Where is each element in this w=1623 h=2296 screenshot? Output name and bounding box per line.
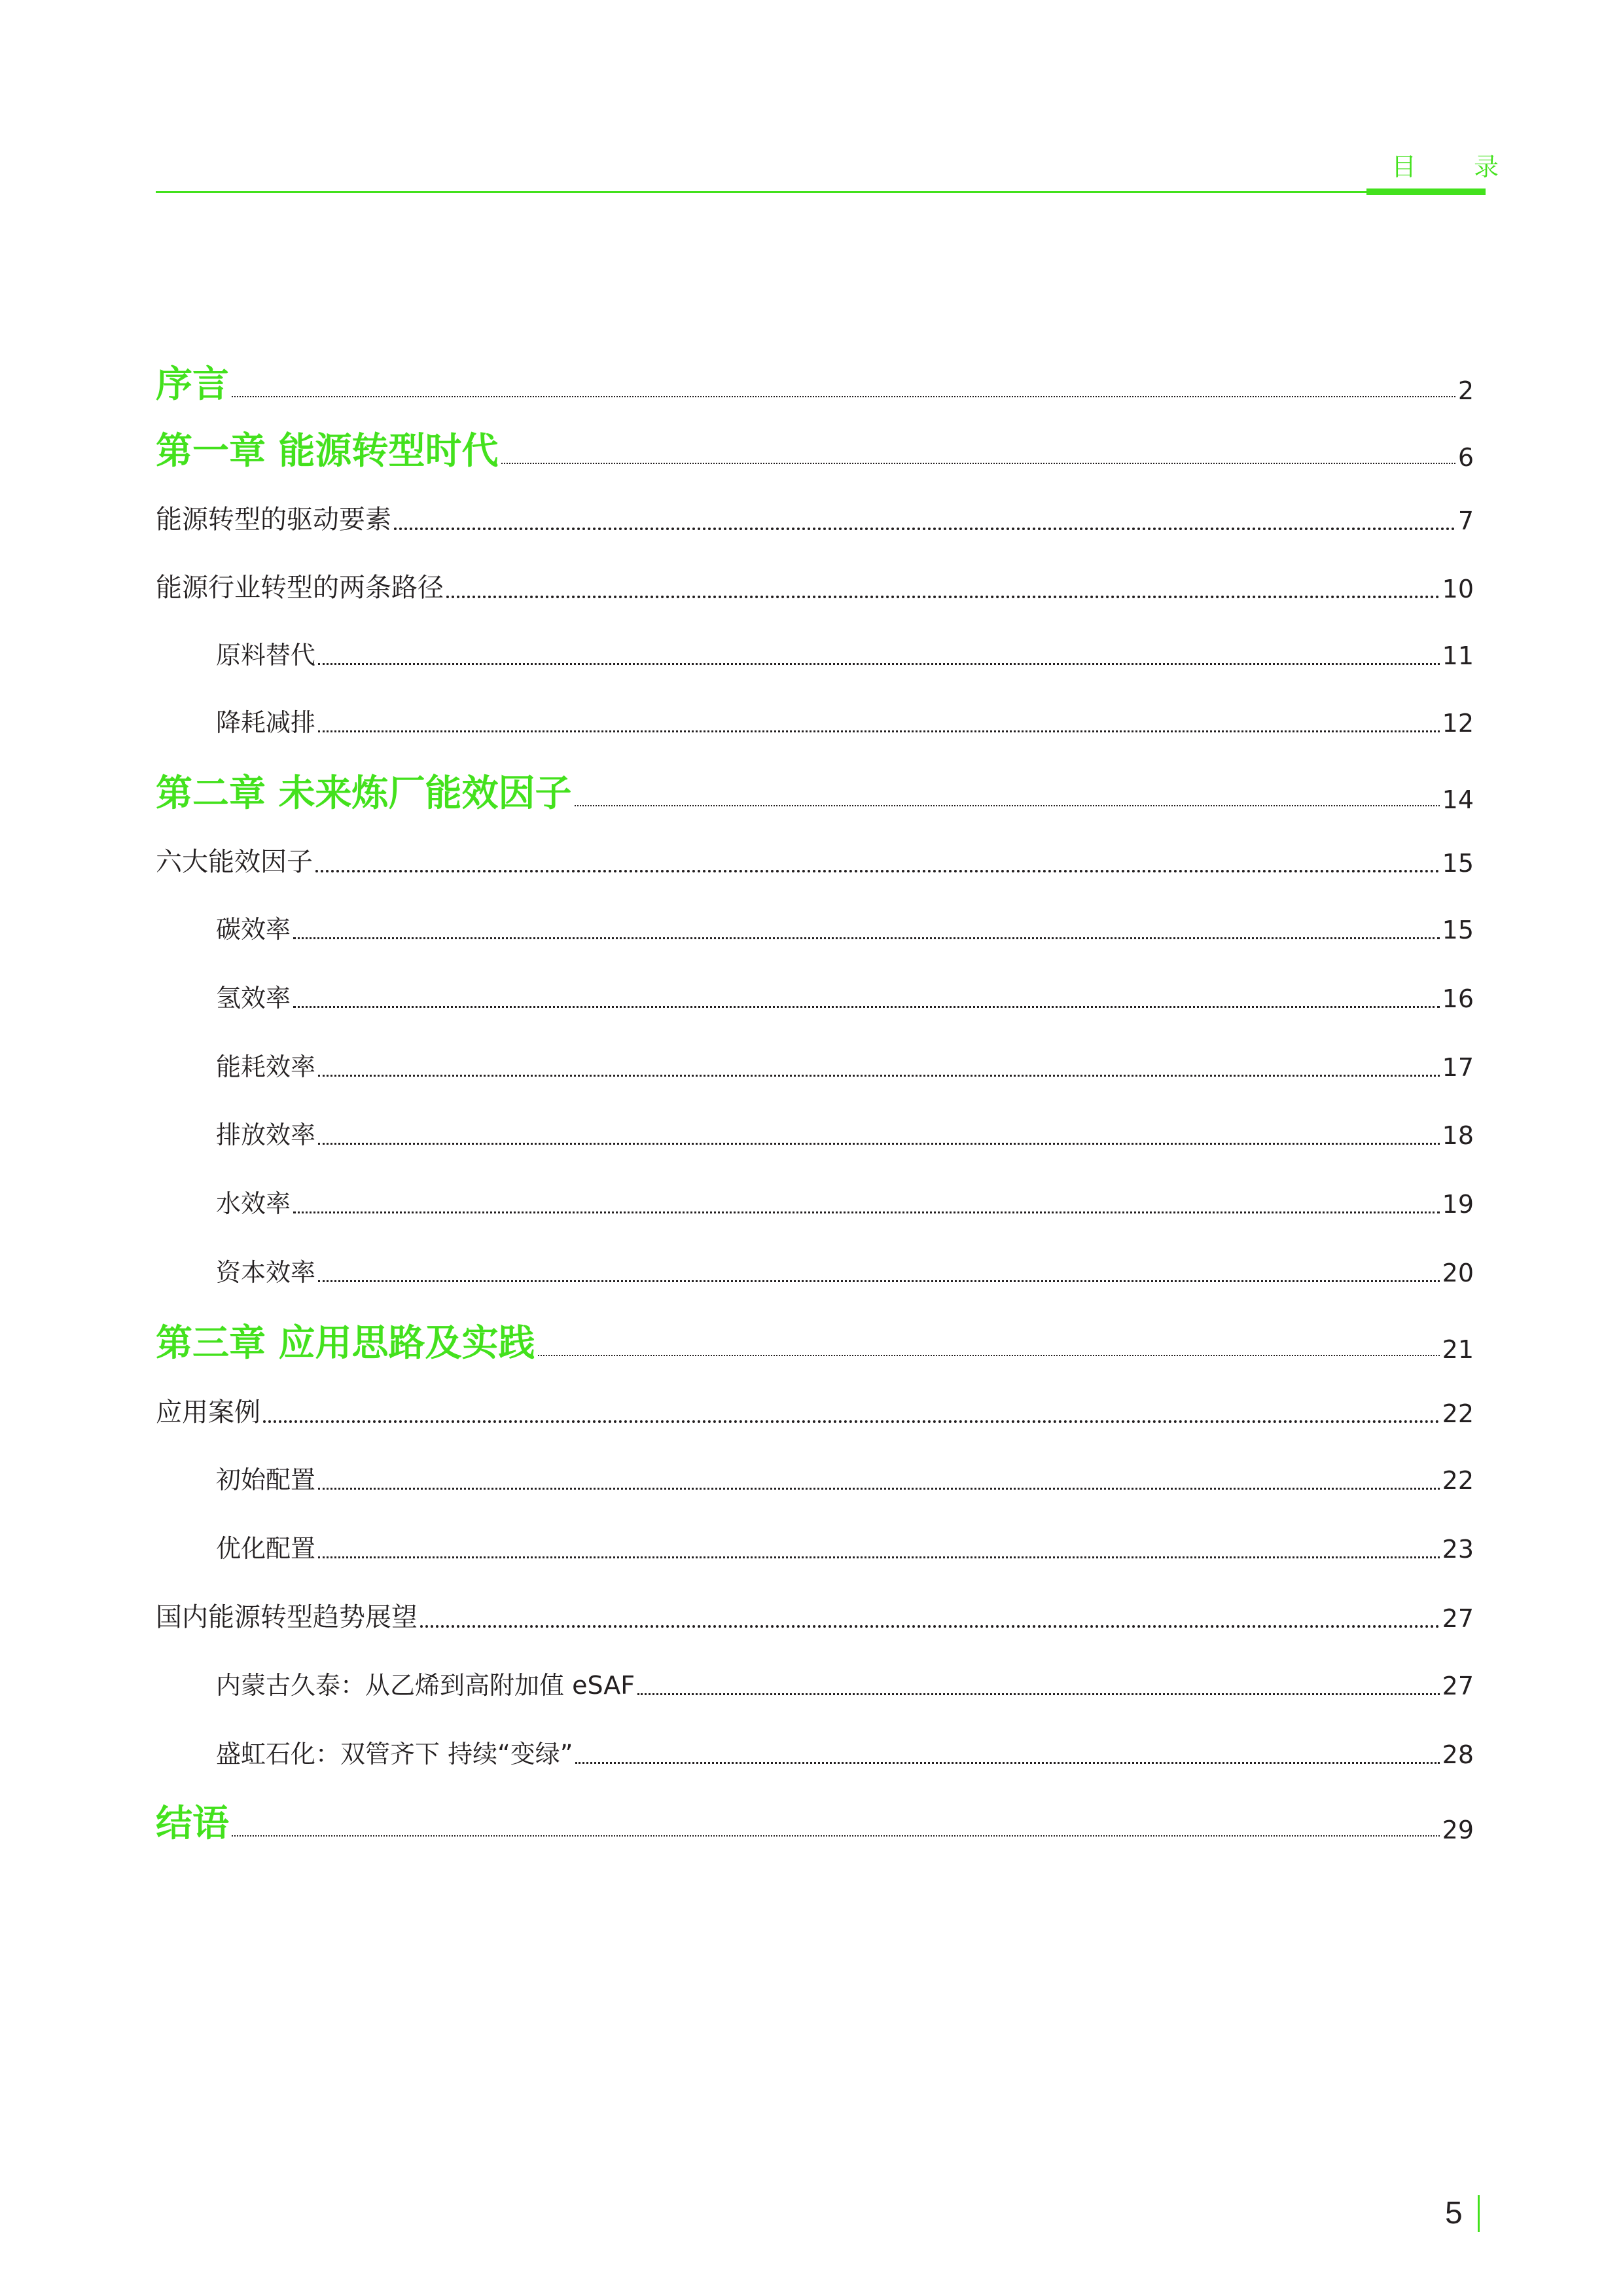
toc-entry-subsection[interactable] <box>216 1670 1474 1700</box>
dot-leader <box>318 1075 1440 1077</box>
toc-entry-page: 11 <box>1442 641 1474 670</box>
header-divider <box>156 191 1486 193</box>
toc-entry-subsection[interactable] <box>216 640 1474 670</box>
toc-entry-page: 27 <box>1442 1604 1474 1633</box>
dot-leader <box>293 1211 1440 1213</box>
toc-entry-subsection[interactable] <box>216 914 1474 944</box>
dot-leader <box>637 1693 1440 1695</box>
toc-entry-page: 10 <box>1442 575 1474 603</box>
dot-leader <box>575 1762 1439 1764</box>
toc-entry-subsection[interactable] <box>216 983 1474 1013</box>
toc-entry-label: 水效率 <box>216 1189 291 1218</box>
toc-entry-chapter[interactable] <box>156 430 1474 473</box>
toc-entry-page: 6 <box>1457 443 1474 472</box>
toc-entry-label: 初始配置 <box>216 1465 316 1494</box>
toc-entry-label: 盛虹石化：双管齐下 持续“变绿” <box>216 1740 573 1768</box>
toc-entry-page: 28 <box>1442 1740 1474 1769</box>
toc-entry-page: 12 <box>1442 709 1474 738</box>
toc-entry-label: 能源转型的驱动要素 <box>156 505 391 535</box>
toc-entry-page: 2 <box>1457 376 1474 405</box>
dot-leader <box>575 805 1440 806</box>
toc-entry-page: 15 <box>1442 916 1474 944</box>
toc-entry-label: 资本效率 <box>216 1258 316 1287</box>
toc-entry-label: 第二章 未来炼厂能效因子 <box>156 772 572 815</box>
toc-entry-section[interactable] <box>156 572 1474 603</box>
dot-leader <box>318 1488 1440 1490</box>
toc-entry-subsection[interactable] <box>216 1189 1474 1219</box>
toc-entry-page: 18 <box>1442 1121 1474 1150</box>
toc-entry-page: 22 <box>1442 1466 1474 1495</box>
toc-entry-page: 29 <box>1442 1816 1474 1844</box>
toc-entry-label: 第一章 能源转型时代 <box>156 430 499 473</box>
toc-entry-section[interactable] <box>156 846 1474 878</box>
toc-entry-page: 27 <box>1442 1672 1474 1700</box>
toc-entry-label: 六大能效因子 <box>156 847 313 877</box>
dot-leader <box>293 1006 1440 1008</box>
dot-leader <box>318 663 1440 665</box>
dot-leader <box>446 596 1440 598</box>
toc-entry-chapter[interactable] <box>156 772 1474 816</box>
toc-entry-page: 17 <box>1442 1053 1474 1082</box>
toc-entry-label: 排放效率 <box>216 1121 316 1149</box>
toc-entry-section[interactable] <box>156 1602 1474 1633</box>
dot-leader <box>232 1835 1440 1837</box>
toc-entry-section[interactable] <box>156 504 1474 535</box>
toc-header-title: 目 录 <box>1391 152 1524 181</box>
toc-entry-subsection[interactable] <box>216 1465 1474 1495</box>
toc-entry-label: 结语 <box>156 1803 229 1845</box>
page-number-divider <box>1478 2195 1480 2232</box>
toc-entry-subsection[interactable] <box>216 1534 1474 1564</box>
toc-entry-label: 序言 <box>156 363 229 406</box>
toc-entry-label: 内蒙古久泰：从乙烯到高附加值 eSAF <box>216 1671 635 1700</box>
header-accent-tab <box>1366 188 1486 195</box>
dot-leader <box>420 1625 1440 1628</box>
toc-entry-label: 能耗效率 <box>216 1052 316 1081</box>
toc-entry-subsection[interactable] <box>216 1257 1474 1287</box>
dot-leader <box>538 1355 1440 1356</box>
toc-entry-page: 23 <box>1442 1535 1474 1564</box>
page-number: 5 <box>1445 2196 1463 2231</box>
toc-entry-section[interactable] <box>156 1397 1474 1428</box>
toc-entry-page: 16 <box>1442 984 1474 1013</box>
toc-entry-label: 优化配置 <box>216 1534 316 1563</box>
dot-leader <box>315 870 1440 872</box>
toc-entry-page: 22 <box>1442 1399 1474 1428</box>
dot-leader <box>501 463 1455 464</box>
dot-leader <box>293 937 1440 939</box>
dot-leader <box>318 1556 1440 1558</box>
toc-entry-chapter[interactable] <box>156 363 1474 406</box>
toc-entry-chapter[interactable] <box>156 1322 1474 1365</box>
toc-entry-label: 原料替代 <box>216 641 316 670</box>
toc-entry-subsection[interactable] <box>216 708 1474 738</box>
toc-entry-subsection[interactable] <box>216 1739 1474 1769</box>
toc-entry-label: 应用案例 <box>156 1397 260 1427</box>
dot-leader <box>232 396 1455 397</box>
toc-entry-page: 14 <box>1442 785 1474 814</box>
toc-entry-subsection[interactable] <box>216 1120 1474 1150</box>
toc-entry-label: 氢效率 <box>216 984 291 1013</box>
toc-entry-label: 能源行业转型的两条路径 <box>156 573 444 603</box>
toc-entry-label: 降耗减排 <box>216 708 316 737</box>
dot-leader <box>318 730 1440 732</box>
toc-entry-label: 国内能源转型趋势展望 <box>156 1602 418 1632</box>
toc-entry-chapter[interactable] <box>156 1803 1474 1846</box>
toc-entry-page: 19 <box>1442 1190 1474 1219</box>
toc-entry-page: 21 <box>1442 1335 1474 1364</box>
dot-leader <box>318 1143 1440 1145</box>
toc-entry-label: 第三章 应用思路及实践 <box>156 1322 535 1365</box>
toc-entry-page: 15 <box>1442 849 1474 878</box>
toc-entry-subsection[interactable] <box>216 1052 1474 1082</box>
toc-entry-page: 7 <box>1457 507 1474 535</box>
toc-entry-label: 碳效率 <box>216 915 291 944</box>
dot-leader <box>394 528 1455 530</box>
dot-leader <box>318 1280 1440 1282</box>
dot-leader <box>263 1420 1440 1423</box>
toc-entry-page: 20 <box>1442 1259 1474 1287</box>
